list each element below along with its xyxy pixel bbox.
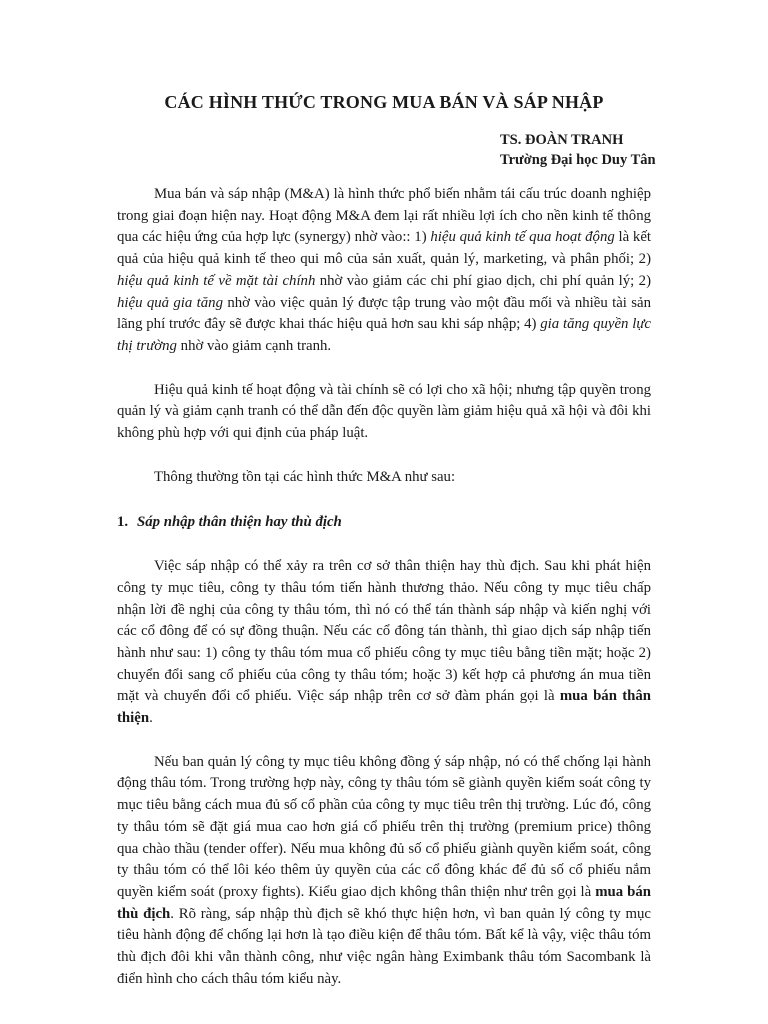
section-number: 1. — [117, 514, 129, 531]
author-block — [500, 130, 656, 170]
text-run: Nếu ban quản lý công ty mục tiêu không đồng ý sáp nhập, nó có thể chống lại hành động thâu tóm. Trong trường hợp này, công ty thâu tóm sẽ giành quyền kiểm soát công ty mục tiêu bằng cách mua đủ số cổ phần của công ty mục tiêu trên thị trường. Lúc đó, công ty thâu tóm sẽ đặt giá mua cao hơn giá cổ phiếu trên thị trường (premium price) thông qua chào thầu (tender offer). Nếu mua không đủ số cổ phiếu giành quyền kiểm soát, công ty thâu tóm có thể lôi kéo thêm ủy quyền của các cổ đông khác để đủ số cổ phiếu nắm quyền kiểm soát (proxy fights). Kiểu giao dịch không thân thiện như trên gọi là — [117, 753, 651, 900]
italic-phrase: hiệu quả kinh tế về mặt tài chính — [117, 272, 316, 289]
text-run: . — [149, 710, 153, 727]
text-run: Mua bán và sáp nhập (M&A) là hình thức phổ biến nhằm tái cấu trúc doanh nghiệp trong giai đoạn hiện nay. Hoạt động M&A đem lại rất nhiều lợi ích cho nền kinh tế thông qua các hiệu ứng của hợp lực (synergy) nhờ vào:: 1) — [117, 186, 651, 246]
document-title: CÁC HÌNH THỨC TRONG MUA BÁN VÀ SÁP NHẬP — [164, 92, 604, 112]
italic-phrase: gia tăng quyền lực thị trường — [117, 316, 651, 354]
document-body — [117, 184, 651, 1013]
paragraph-intro — [117, 184, 651, 358]
text-run: . Rõ ràng, sáp nhập thù địch sẽ khó thực hiện hơn, vì ban quản lý công ty mục tiêu hành động để chống lại hơn là tạo điều kiện để thâu tóm. Bất kể là vậy, việc thâu tóm thù địch đôi khi vẫn thành công, như việc ngân hàng Eximbank thâu tóm Sacombank là điển hình cho cách thâu tóm kiểu này. — [117, 905, 651, 987]
italic-phrase: hiệu quả kinh tế qua hoạt động — [430, 229, 615, 246]
section-title: Sáp nhập thân thiện hay thù địch — [137, 514, 342, 531]
paragraph-efficiency: Hiệu quả kinh tế hoạt động và tài chính sẽ có lợi cho xã hội; nhưng tập quyền trong quản lý và giảm cạnh tranh có thể dẫn đến độc quyền làm giảm hiệu quả xã hội và đôi khi không phù hợp với qui định của pháp luật. — [117, 381, 651, 442]
bold-term: mua bán thù địch — [117, 883, 651, 922]
paragraph-forms-intro: Thông thường tồn tại các hình thức M&A như sau: — [154, 468, 456, 485]
text-run: nhờ vào giảm các chi phí giao dịch, chi phí quản lý; 2) — [315, 272, 651, 289]
bold-term: mua bán thân thiện — [117, 688, 651, 727]
text-run: là kết quả của hiệu quả kinh tế theo qui mô của sản xuất, quản lý, marketing, và phân phối; 2) — [117, 229, 652, 268]
author-affiliation: Trường Đại học Duy Tân — [500, 152, 656, 168]
text-run: nhờ vào giảm cạnh tranh. — [176, 337, 332, 354]
paragraph-friendly-merger — [117, 556, 651, 730]
text-run: Việc sáp nhập có thể xảy ra trên cơ sở thân thiện hay thù địch. Sau khi phát hiện công ty mục tiêu, công ty thâu tóm tiến hành thương thảo. Nếu công ty mục tiêu chấp nhận lời đề nghị của công ty thâu tóm, thì nó có thể tán thành sáp nhập và kiến nghị với các cổ đông để có sự đồng thuận. Nếu các cổ đông tán thành, thì giao dịch sáp nhập tiến hành như sau: 1) công ty thâu tóm mua cổ phiếu công ty mục tiêu bằng tiền mặt; hoặc 2) chuyển đổi sang cổ phiếu của công ty thâu tóm; hoặc 3) kết hợp cả phương án mua tiền mặt và chuyển đổi cổ phiếu. Việc sáp nhập trên cơ sở đàm phán gọi là — [117, 558, 651, 705]
paragraph-hostile-merger — [117, 752, 651, 991]
italic-phrase: hiệu quả gia tăng — [117, 294, 223, 311]
section-heading — [117, 512, 651, 534]
text-run: nhờ vào việc quản lý được tập trung vào một đầu mối và nhiều tài sản lãng phí trước đây sẽ được khai thác hiệu quả hơn sau khi sáp nhập; 4) — [117, 294, 651, 333]
author-name: TS. ĐOÀN TRANH — [500, 132, 624, 148]
